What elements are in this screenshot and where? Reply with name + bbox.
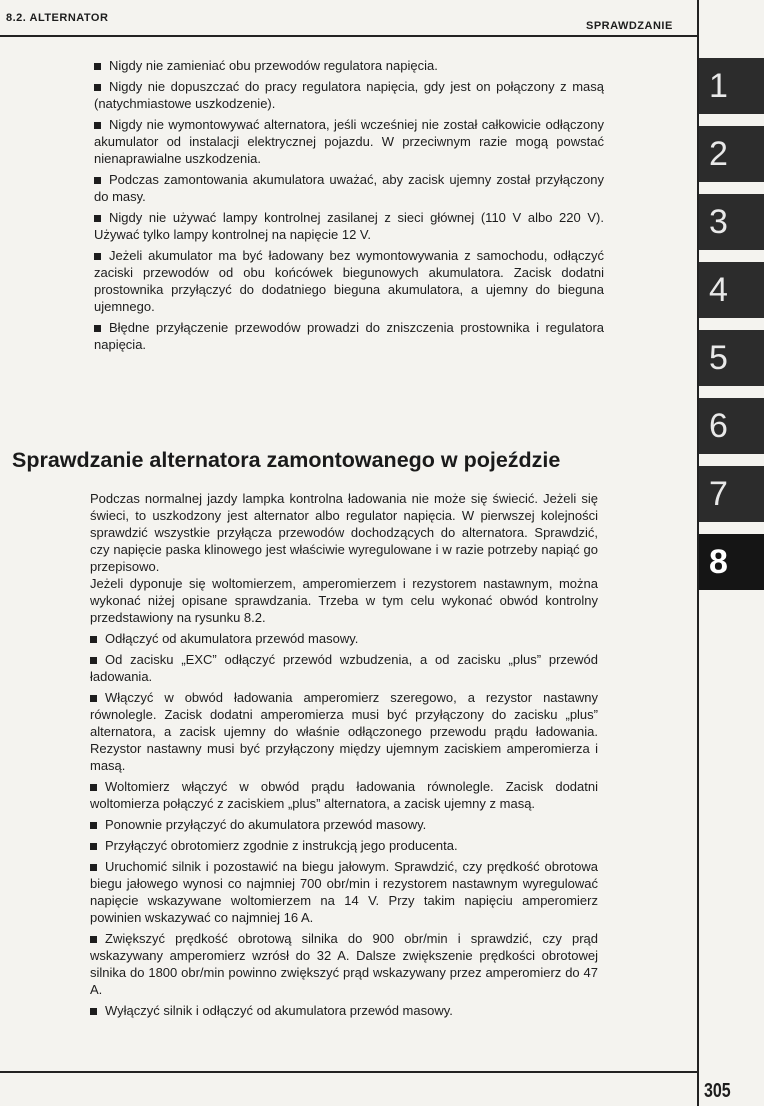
bullet-square-icon [94, 215, 101, 222]
step-item: Włączyć w obwód ładowania amperomierz szeregowo, a rezystor nastawny równolegle. Zacisk dodatni amperomierza musi być przyłączony do zacisku „plus” alternatora, a zacisk ujemny do właśnie odłączonego przewodu prądu ładowania. Rezystor nastawny musi być przyłączony między ujemnym zaciskiem amperomierza i masą. [90, 690, 598, 773]
warning-item: Nigdy nie dopuszczać do pracy regulatora napięcia, gdy jest on połączony z masą (natychmiastowe uszkodzenie). [94, 79, 604, 111]
chapter-tab-5[interactable]: 5 [699, 330, 764, 386]
bullet-square-icon [90, 822, 97, 829]
bullet-square-icon [94, 84, 101, 91]
page-number: 305 [704, 1080, 731, 1102]
intro-paragraph: Podczas normalnej jazdy lampka kontrolna ładowania nie może się świecić. Jeżeli się świeci, to uszkodzony jest alternator albo regulator napięcia. W pierwszej kolejności sprawdzić wszystkie przyłącza przewodów dochodzących do alternatora. Sprawdzić, czy napięcie paska klinowego jest właściwie wyregulowane i w razie potrzeby napiąć go przepisowo. [90, 491, 598, 574]
bullet-square-icon [90, 657, 97, 664]
warnings-list [94, 57, 604, 357]
step-item: Woltomierz włączyć w obwód prądu ładowania równolegle. Zacisk dodatni woltomierza połączyć z zaciskiem „plus” alternatora, a zacisk ujemny z masą. [90, 779, 598, 811]
step-item: Przyłączyć obrotomierz zgodnie z instrukcją jego producenta. [90, 837, 598, 854]
step-item: Uruchomić silnik i pozostawić na biegu jałowym. Sprawdzić, czy prędkość obrotowa biegu jałowego wynosi co najmniej 700 obr/min i rezystorem nastawnym wyregulować napięcie wskazywane woltomierzem na 14 V. Przy takim napięciu amperomierz powinien wskazywać co najmniej 16 A. [90, 859, 598, 925]
chapter-tab-3[interactable]: 3 [699, 194, 764, 250]
chapter-tabs [699, 58, 764, 602]
bullet-square-icon [94, 325, 101, 332]
section-title: Sprawdzanie alternatora zamontowanego w pojeździe [12, 448, 561, 472]
bullet-square-icon [94, 253, 101, 260]
bullet-square-icon [94, 63, 101, 70]
bullet-square-icon [90, 864, 97, 871]
step-item: Ponownie przyłączyć do akumulatora przewód masowy. [90, 816, 598, 833]
section-body [90, 490, 598, 1023]
warning-item: Błędne przyłączenie przewodów prowadzi do zniszczenia prostownika i regulatora napięcia. [94, 320, 604, 352]
bullet-square-icon [94, 122, 101, 129]
warning-item: Nigdy nie używać lampy kontrolnej zasilanej z sieci głównej (110 V albo 220 V). Używać tylko lampy kontrolnej na napięcie 12 V. [94, 210, 604, 242]
section-label: 8.2. ALTERNATOR [6, 12, 109, 24]
section-heading-right: SPRAWDZANIE [586, 20, 673, 32]
bullet-square-icon [90, 784, 97, 791]
chapter-tab-1[interactable]: 1 [699, 58, 764, 114]
warning-item: Nigdy nie wymontowywać alternatora, jeśli wcześniej nie został całkowicie odłączony akumulator od instalacji elektrycznej pojazdu. W przeciwnym razie mogą powstać nienaprawialne uszkodzenia. [94, 117, 604, 166]
chapter-tab-2[interactable]: 2 [699, 126, 764, 182]
footer-rule [0, 1071, 698, 1073]
bullet-square-icon [90, 936, 97, 943]
bullet-square-icon [90, 1008, 97, 1015]
bullet-square-icon [90, 843, 97, 850]
step-item: Odłączyć od akumulatora przewód masowy. [90, 630, 598, 647]
bullet-square-icon [90, 695, 97, 702]
chapter-tab-8-active[interactable]: 8 [699, 534, 764, 590]
step-item: Zwiększyć prędkość obrotową silnika do 900 obr/min i sprawdzić, czy prąd wskazywany amperomierz wzrósł do 32 A. Dalsze zwiększenie prędkości obrotowej silnika do 1800 obr/min powinno zwiększyć prąd wskazywany przez amperomierz do 47 A. [90, 931, 598, 997]
header-rule [0, 35, 698, 37]
bullet-square-icon [94, 177, 101, 184]
chapter-tab-7[interactable]: 7 [699, 466, 764, 522]
chapter-tab-6[interactable]: 6 [699, 398, 764, 454]
warning-item: Nigdy nie zamieniać obu przewodów regulatora napięcia. [94, 57, 604, 74]
bullet-square-icon [90, 636, 97, 643]
chapter-tab-4[interactable]: 4 [699, 262, 764, 318]
step-item: Wyłączyć silnik i odłączyć od akumulatora przewód masowy. [90, 1002, 598, 1019]
warning-item: Podczas zamontowania akumulatora uważać, aby zacisk ujemny został przyłączony do masy. [94, 172, 604, 204]
step-item: Od zacisku „EXC” odłączyć przewód wzbudzenia, a od zacisku „plus” przewód ładowania. [90, 652, 598, 684]
warning-item: Jeżeli akumulator ma być ładowany bez wymontowywania z samochodu, odłączyć zaciski przewodów od obu końcówek biegunowych akumulatora. Zacisk dodatni prostownika przyłączyć do dodatniego bieguna akumulatora, a ujemny do bieguna ujemnego. [94, 248, 604, 314]
intro-paragraph: Jeżeli dyponuje się woltomierzem, amperomierzem i rezystorem nastawnym, można wykonać niżej opisane sprawdzania. Trzeba w tym celu wykonać obwód kontrolny przedstawiony na rysunku 8.2. [90, 576, 598, 625]
